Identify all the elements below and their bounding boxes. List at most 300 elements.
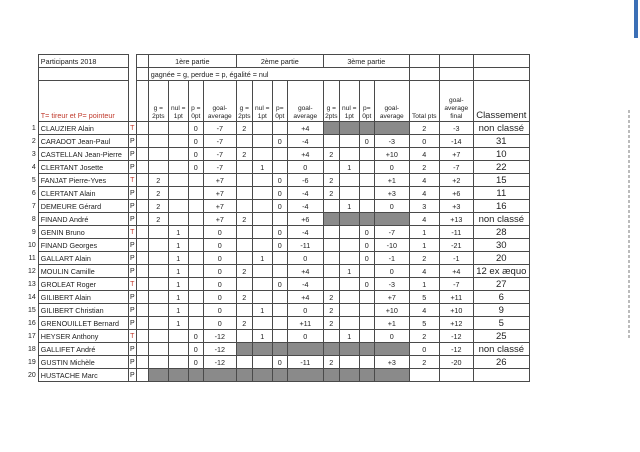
p3-cell: -1 bbox=[374, 252, 409, 265]
p2-cell bbox=[236, 252, 252, 265]
p3-cell: 0 bbox=[359, 135, 374, 148]
p1-cell: 0 bbox=[203, 252, 236, 265]
p1-cell: 0 bbox=[203, 317, 236, 330]
table-row bbox=[28, 122, 529, 135]
table-row bbox=[28, 369, 529, 382]
partie-2-header: 2ème partie bbox=[236, 55, 323, 68]
p3-blank-cell bbox=[323, 213, 339, 226]
p2-cell: 1 bbox=[252, 330, 272, 343]
p1-cell bbox=[168, 161, 188, 174]
p3-cell bbox=[359, 317, 374, 330]
table-row bbox=[28, 161, 529, 174]
p3-blank-cell bbox=[323, 343, 339, 356]
p1-cell: 2 bbox=[148, 200, 168, 213]
p3-cell: +10 bbox=[374, 304, 409, 317]
total-points: 5 bbox=[409, 317, 439, 330]
p1-cell: 2 bbox=[148, 213, 168, 226]
p3-cell bbox=[339, 174, 359, 187]
total-points: 1 bbox=[409, 278, 439, 291]
p2-cell: -4 bbox=[287, 187, 323, 200]
p3-blank-cell bbox=[339, 122, 359, 135]
role-badge: T bbox=[128, 122, 136, 135]
row-number: 1 bbox=[31, 124, 36, 132]
classement: 26 bbox=[473, 356, 529, 369]
p1-cell bbox=[168, 343, 188, 356]
p1-blank-cell bbox=[188, 369, 203, 382]
p1-cell bbox=[168, 187, 188, 200]
p3-cell: +3 bbox=[374, 356, 409, 369]
p1-cell: 0 bbox=[188, 148, 203, 161]
table-row bbox=[28, 174, 529, 187]
goal-average-final: -3 bbox=[439, 122, 473, 135]
col-goal-1: goal-average bbox=[203, 81, 236, 122]
table-row bbox=[28, 226, 529, 239]
p3-blank-cell bbox=[374, 122, 409, 135]
p1-cell bbox=[148, 278, 168, 291]
participant-name: HUSTACHE Marc bbox=[38, 369, 128, 382]
p3-cell: 0 bbox=[359, 252, 374, 265]
p3-cell bbox=[359, 356, 374, 369]
row-number: 4 bbox=[31, 163, 36, 171]
table-row bbox=[28, 239, 529, 252]
table-row bbox=[28, 304, 529, 317]
p2-cell bbox=[252, 200, 272, 213]
row-number: 10 bbox=[28, 241, 36, 249]
goal-average-final: -7 bbox=[439, 161, 473, 174]
p2-cell bbox=[252, 226, 272, 239]
total-points: 4 bbox=[409, 304, 439, 317]
p2-cell: +4 bbox=[287, 148, 323, 161]
table-row bbox=[28, 291, 529, 304]
p1-cell: 2 bbox=[148, 187, 168, 200]
p3-cell bbox=[323, 226, 339, 239]
role-badge: P bbox=[128, 291, 136, 304]
p2-cell bbox=[236, 356, 252, 369]
p1-cell bbox=[168, 122, 188, 135]
p1-cell bbox=[148, 122, 168, 135]
role-badge: P bbox=[128, 200, 136, 213]
goal-average-final: +7 bbox=[439, 148, 473, 161]
side-caption bbox=[628, 110, 632, 340]
goal-average-final: -12 bbox=[439, 343, 473, 356]
p2-blank-cell bbox=[252, 343, 272, 356]
spacer-cell bbox=[136, 187, 148, 200]
p3-cell bbox=[339, 304, 359, 317]
p2-cell: 0 bbox=[287, 330, 323, 343]
spacer-cell bbox=[136, 343, 148, 356]
participant-name: DEMEURE Gérard bbox=[38, 200, 128, 213]
table-row bbox=[28, 265, 529, 278]
role-badge: P bbox=[128, 317, 136, 330]
spacer-cell bbox=[136, 369, 148, 382]
participant-name: GALLIFET André bbox=[38, 343, 128, 356]
p2-cell bbox=[252, 265, 272, 278]
p1-cell: -7 bbox=[203, 135, 236, 148]
classement: 28 bbox=[473, 226, 529, 239]
p1-cell bbox=[188, 317, 203, 330]
p2-blank-cell bbox=[236, 343, 252, 356]
role-badge: P bbox=[128, 343, 136, 356]
p3-cell: 2 bbox=[323, 356, 339, 369]
p1-cell: 0 bbox=[188, 135, 203, 148]
p1-cell bbox=[148, 356, 168, 369]
p3-cell bbox=[339, 135, 359, 148]
legend-text: gagnée = g, perdue = p, égalité = nul bbox=[148, 68, 409, 81]
p1-cell bbox=[148, 239, 168, 252]
p3-cell: 1 bbox=[339, 265, 359, 278]
p3-cell bbox=[339, 291, 359, 304]
p1-cell bbox=[188, 239, 203, 252]
participant-name: FINAND André bbox=[38, 213, 128, 226]
p1-blank-cell bbox=[168, 369, 188, 382]
total-points: 1 bbox=[409, 226, 439, 239]
p1-cell: 1 bbox=[168, 291, 188, 304]
p1-cell: 2 bbox=[148, 174, 168, 187]
spacer-cell bbox=[136, 135, 148, 148]
p3-cell bbox=[323, 200, 339, 213]
p2-blank-cell bbox=[287, 369, 323, 382]
role-badge: P bbox=[128, 161, 136, 174]
p1-cell bbox=[168, 200, 188, 213]
classement: 16 bbox=[473, 200, 529, 213]
total-points: 3 bbox=[409, 200, 439, 213]
p2-cell: 2 bbox=[236, 265, 252, 278]
p3-cell bbox=[323, 239, 339, 252]
p1-cell: 0 bbox=[188, 161, 203, 174]
p1-blank-cell bbox=[203, 369, 236, 382]
p2-cell: +6 bbox=[287, 213, 323, 226]
p3-cell bbox=[359, 200, 374, 213]
p2-cell: -6 bbox=[287, 174, 323, 187]
goal-average-final: -12 bbox=[439, 330, 473, 343]
p3-cell: 0 bbox=[359, 278, 374, 291]
p3-cell: -10 bbox=[374, 239, 409, 252]
p1-cell: 0 bbox=[188, 122, 203, 135]
p1-cell bbox=[188, 187, 203, 200]
p1-cell: +7 bbox=[203, 187, 236, 200]
p1-cell: 0 bbox=[203, 278, 236, 291]
classement: non classé bbox=[473, 213, 529, 226]
p2-cell bbox=[252, 239, 272, 252]
p2-cell: 2 bbox=[236, 148, 252, 161]
goal-average-final: -21 bbox=[439, 239, 473, 252]
p3-cell: 2 bbox=[323, 304, 339, 317]
p2-cell: 0 bbox=[272, 278, 287, 291]
side-marker bbox=[634, 0, 638, 38]
p3-blank-cell bbox=[359, 122, 374, 135]
spacer-cell bbox=[136, 239, 148, 252]
results-table bbox=[28, 54, 530, 382]
p1-cell: 0 bbox=[188, 356, 203, 369]
participant-name: GALLART Alain bbox=[38, 252, 128, 265]
p1-cell: +7 bbox=[203, 200, 236, 213]
total-points bbox=[409, 369, 439, 382]
classement: 5 bbox=[473, 317, 529, 330]
p1-cell: +7 bbox=[203, 174, 236, 187]
goal-average-final: +11 bbox=[439, 291, 473, 304]
participant-name: GROLEAT Roger bbox=[38, 278, 128, 291]
p2-cell bbox=[236, 161, 252, 174]
p1-cell: -12 bbox=[203, 356, 236, 369]
p3-blank-cell bbox=[339, 213, 359, 226]
participant-name: GILIBERT Christian bbox=[38, 304, 128, 317]
total-points: 4 bbox=[409, 265, 439, 278]
p2-cell: +4 bbox=[287, 265, 323, 278]
p3-blank-cell bbox=[374, 343, 409, 356]
role-badge: P bbox=[128, 213, 136, 226]
goal-average-final: +2 bbox=[439, 174, 473, 187]
total-points: 4 bbox=[409, 174, 439, 187]
total-points: 2 bbox=[409, 122, 439, 135]
p1-blank-cell bbox=[148, 369, 168, 382]
p1-cell bbox=[148, 343, 168, 356]
table-row bbox=[28, 330, 529, 343]
p3-blank-cell bbox=[359, 369, 374, 382]
p3-blank-cell bbox=[323, 369, 339, 382]
p3-cell bbox=[323, 252, 339, 265]
total-points: 4 bbox=[409, 187, 439, 200]
p3-cell: +1 bbox=[374, 174, 409, 187]
col-p-2: p= 0pt bbox=[272, 81, 287, 122]
col-g-2: g = 2pts bbox=[236, 81, 252, 122]
row-number: 13 bbox=[28, 280, 36, 288]
goal-average-final: +6 bbox=[439, 187, 473, 200]
p1-cell: -7 bbox=[203, 148, 236, 161]
p2-cell: 0 bbox=[272, 187, 287, 200]
row-number: 14 bbox=[28, 293, 36, 301]
goal-average-final: -11 bbox=[439, 226, 473, 239]
p3-cell: 0 bbox=[374, 330, 409, 343]
p3-cell bbox=[323, 135, 339, 148]
role-badge: P bbox=[128, 356, 136, 369]
p3-cell: +7 bbox=[374, 291, 409, 304]
p3-cell: 0 bbox=[359, 239, 374, 252]
p1-cell bbox=[188, 200, 203, 213]
total-points: 2 bbox=[409, 161, 439, 174]
role-badge: P bbox=[128, 187, 136, 200]
table-row bbox=[28, 356, 529, 369]
total-points: 0 bbox=[409, 135, 439, 148]
classement: 22 bbox=[473, 161, 529, 174]
spacer-cell bbox=[136, 200, 148, 213]
p2-cell bbox=[272, 304, 287, 317]
p3-blank-cell bbox=[374, 369, 409, 382]
p3-blank-cell bbox=[339, 343, 359, 356]
spacer-cell bbox=[136, 278, 148, 291]
p1-cell bbox=[188, 304, 203, 317]
p3-cell bbox=[339, 278, 359, 291]
goal-average-final bbox=[439, 369, 473, 382]
p2-cell bbox=[236, 135, 252, 148]
role-badge: P bbox=[128, 135, 136, 148]
p3-cell: 1 bbox=[339, 200, 359, 213]
total-points: 2 bbox=[409, 252, 439, 265]
p3-cell bbox=[339, 252, 359, 265]
p1-cell bbox=[148, 148, 168, 161]
p2-blank-cell bbox=[272, 343, 287, 356]
p2-cell: -4 bbox=[287, 200, 323, 213]
spacer-cell bbox=[136, 291, 148, 304]
col-classement: Classement bbox=[473, 81, 529, 122]
p2-cell: 2 bbox=[236, 291, 252, 304]
p1-cell: 1 bbox=[168, 239, 188, 252]
p1-cell: -7 bbox=[203, 122, 236, 135]
classement: 10 bbox=[473, 148, 529, 161]
row-number: 5 bbox=[31, 176, 36, 184]
p2-cell: -4 bbox=[287, 135, 323, 148]
p3-cell: 0 bbox=[374, 200, 409, 213]
p2-cell: 0 bbox=[287, 304, 323, 317]
classement: non classé bbox=[473, 343, 529, 356]
p2-cell: 0 bbox=[272, 356, 287, 369]
participant-name: CARADOT Jean-Paul bbox=[38, 135, 128, 148]
goal-average-final: -7 bbox=[439, 278, 473, 291]
p1-cell: 1 bbox=[168, 317, 188, 330]
classement: 20 bbox=[473, 252, 529, 265]
goal-average-final: +3 bbox=[439, 200, 473, 213]
p3-cell: 1 bbox=[339, 161, 359, 174]
classement: 15 bbox=[473, 174, 529, 187]
p3-cell bbox=[339, 239, 359, 252]
total-points: 4 bbox=[409, 148, 439, 161]
partie-1-header: 1ère partie bbox=[148, 55, 236, 68]
p1-cell: 1 bbox=[168, 226, 188, 239]
p1-cell bbox=[148, 317, 168, 330]
col-total: Total pts bbox=[409, 81, 439, 122]
row-number: 18 bbox=[28, 345, 36, 353]
participant-name: CASTELLAN Jean-Pierre bbox=[38, 148, 128, 161]
row-number: 16 bbox=[28, 319, 36, 327]
p1-cell: 0 bbox=[188, 330, 203, 343]
p2-cell bbox=[236, 330, 252, 343]
p2-cell: 0 bbox=[272, 135, 287, 148]
p1-cell bbox=[148, 135, 168, 148]
p3-blank-cell bbox=[359, 213, 374, 226]
p2-cell bbox=[252, 148, 272, 161]
table-row bbox=[28, 278, 529, 291]
total-points: 2 bbox=[409, 330, 439, 343]
total-points: 5 bbox=[409, 291, 439, 304]
p3-cell: 2 bbox=[323, 174, 339, 187]
spacer-cell bbox=[136, 161, 148, 174]
p2-blank-cell bbox=[252, 369, 272, 382]
total-points: 4 bbox=[409, 213, 439, 226]
p1-cell: 1 bbox=[168, 252, 188, 265]
p1-cell bbox=[148, 304, 168, 317]
spacer-cell bbox=[136, 226, 148, 239]
role-badge: T bbox=[128, 226, 136, 239]
p3-cell: -3 bbox=[374, 278, 409, 291]
p2-cell bbox=[236, 174, 252, 187]
p3-blank-cell bbox=[339, 369, 359, 382]
spacer-cell bbox=[136, 122, 148, 135]
p2-cell bbox=[272, 252, 287, 265]
table-row bbox=[28, 213, 529, 226]
p2-cell: +4 bbox=[287, 122, 323, 135]
p3-cell bbox=[339, 148, 359, 161]
role-badge: T bbox=[128, 278, 136, 291]
row-number: 15 bbox=[28, 306, 36, 314]
p2-cell: -4 bbox=[287, 278, 323, 291]
p2-cell: -11 bbox=[287, 356, 323, 369]
p3-cell bbox=[339, 187, 359, 200]
row-number: 7 bbox=[31, 202, 36, 210]
classement: 6 bbox=[473, 291, 529, 304]
spacer-cell bbox=[136, 252, 148, 265]
col-goal-final: goal-average final bbox=[439, 81, 473, 122]
p2-cell: 1 bbox=[252, 252, 272, 265]
p2-cell bbox=[272, 213, 287, 226]
spacer-cell bbox=[136, 356, 148, 369]
participant-name: MOULIN Camille bbox=[38, 265, 128, 278]
p2-cell bbox=[236, 187, 252, 200]
col-nul-3: nul = 1pt bbox=[339, 81, 359, 122]
row-number: 3 bbox=[31, 150, 36, 158]
p2-cell bbox=[236, 239, 252, 252]
p2-cell bbox=[272, 330, 287, 343]
p2-cell: -4 bbox=[287, 226, 323, 239]
p2-cell bbox=[272, 265, 287, 278]
p1-cell bbox=[188, 278, 203, 291]
p1-cell bbox=[168, 135, 188, 148]
table-row bbox=[28, 317, 529, 330]
p2-cell bbox=[236, 226, 252, 239]
participant-name: FINAND Georges bbox=[38, 239, 128, 252]
p3-cell bbox=[359, 148, 374, 161]
col-goal-3: goal-average bbox=[374, 81, 409, 122]
row-number: 9 bbox=[31, 228, 36, 236]
table-row bbox=[28, 343, 529, 356]
p3-cell bbox=[339, 317, 359, 330]
p2-cell: 1 bbox=[252, 161, 272, 174]
p2-blank-cell bbox=[287, 343, 323, 356]
p2-cell bbox=[252, 122, 272, 135]
p1-cell bbox=[188, 226, 203, 239]
participant-name: CLERTANT Josette bbox=[38, 161, 128, 174]
p3-cell bbox=[359, 187, 374, 200]
p1-cell: 0 bbox=[203, 265, 236, 278]
p3-cell bbox=[323, 330, 339, 343]
goal-average-final: +12 bbox=[439, 317, 473, 330]
role-badge: T bbox=[128, 330, 136, 343]
p2-cell bbox=[252, 291, 272, 304]
p2-cell bbox=[236, 304, 252, 317]
p1-cell: 1 bbox=[168, 265, 188, 278]
p3-cell: -7 bbox=[374, 226, 409, 239]
p1-cell bbox=[188, 174, 203, 187]
p2-cell bbox=[272, 122, 287, 135]
p2-cell bbox=[252, 278, 272, 291]
role-badge: T bbox=[128, 174, 136, 187]
goal-average-final: +10 bbox=[439, 304, 473, 317]
p1-cell: 1 bbox=[168, 304, 188, 317]
p1-cell: 1 bbox=[168, 278, 188, 291]
p3-cell: 2 bbox=[323, 187, 339, 200]
p3-cell: 0 bbox=[374, 161, 409, 174]
p1-cell: 0 bbox=[203, 239, 236, 252]
p3-cell bbox=[323, 265, 339, 278]
p3-cell bbox=[359, 174, 374, 187]
p2-cell bbox=[272, 148, 287, 161]
p3-blank-cell bbox=[359, 343, 374, 356]
classement: non classé bbox=[473, 122, 529, 135]
p2-cell: 2 bbox=[236, 122, 252, 135]
p1-cell bbox=[148, 226, 168, 239]
table-row bbox=[28, 187, 529, 200]
p1-cell bbox=[188, 265, 203, 278]
p1-cell: 0 bbox=[203, 226, 236, 239]
role-badge: P bbox=[128, 369, 136, 382]
